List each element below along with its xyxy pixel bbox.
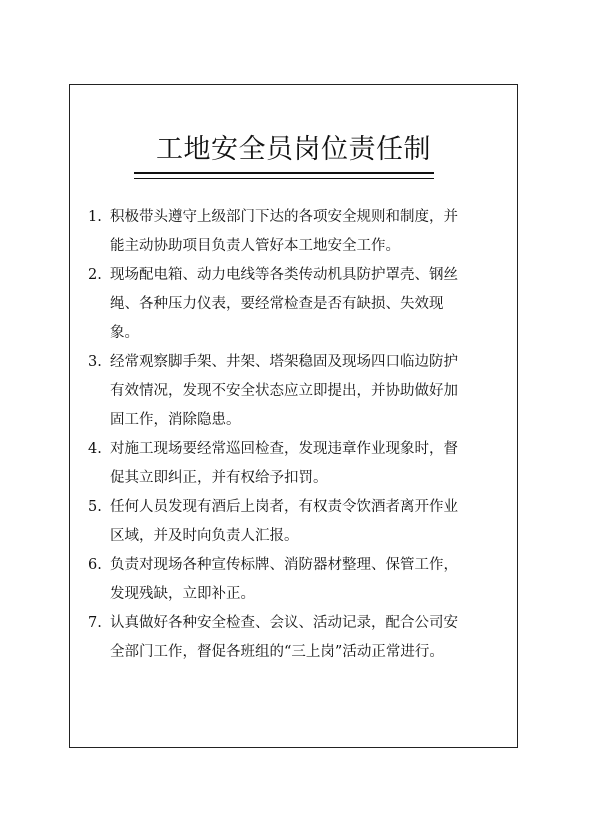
item-text: 对施工现场要经常巡回检查，发现违章作业现象时，督促其立即纠正，并有权给予扣罚。 [110, 441, 458, 486]
item-number: 3. [88, 354, 102, 370]
list-item [88, 435, 468, 493]
list-item [88, 203, 468, 261]
item-text: 积极带头遵守上级部门下达的各项安全规则和制度，并能主动协助项目负责人管好本工地安全工作。 [110, 209, 458, 254]
item-text: 经常观察脚手架、井架、塔架稳固及现场四口临边防护有效情况，发现不安全状态应立即提出，并协助做好加固工作，消除隐患。 [110, 354, 458, 428]
document-frame [69, 84, 518, 748]
list-item [88, 493, 468, 551]
item-number: 1. [88, 209, 102, 225]
responsibility-list [88, 203, 468, 667]
item-number: 6. [88, 557, 102, 573]
item-number: 7. [88, 615, 102, 631]
list-item [88, 348, 468, 435]
item-number: 4. [88, 441, 102, 457]
title-underline-thin [134, 178, 434, 179]
document-title: 工地安全员岗位责任制 [156, 134, 431, 165]
title-underline-thick [134, 172, 434, 174]
item-text: 任何人员发现有酒后上岗者，有权责令饮酒者离开作业区域，并及时向负责人汇报。 [110, 499, 458, 544]
item-text: 认真做好各种安全检查、会议、活动记录，配合公司安全部门工作，督促各班组的“三上岗”活动正常进行。 [110, 615, 458, 660]
list-item [88, 609, 468, 667]
list-item [88, 261, 468, 348]
item-text: 负责对现场各种宣传标牌、消防器材整理、保管工作，发现残缺，立即补正。 [110, 557, 458, 602]
item-number: 5. [88, 499, 102, 515]
item-number: 2. [88, 267, 102, 283]
item-text: 现场配电箱、动力电线等各类传动机具防护罩壳、钢丝绳、各种压力仪表，要经常检查是否有缺损、失效现象。 [110, 267, 458, 341]
list-item [88, 551, 468, 609]
